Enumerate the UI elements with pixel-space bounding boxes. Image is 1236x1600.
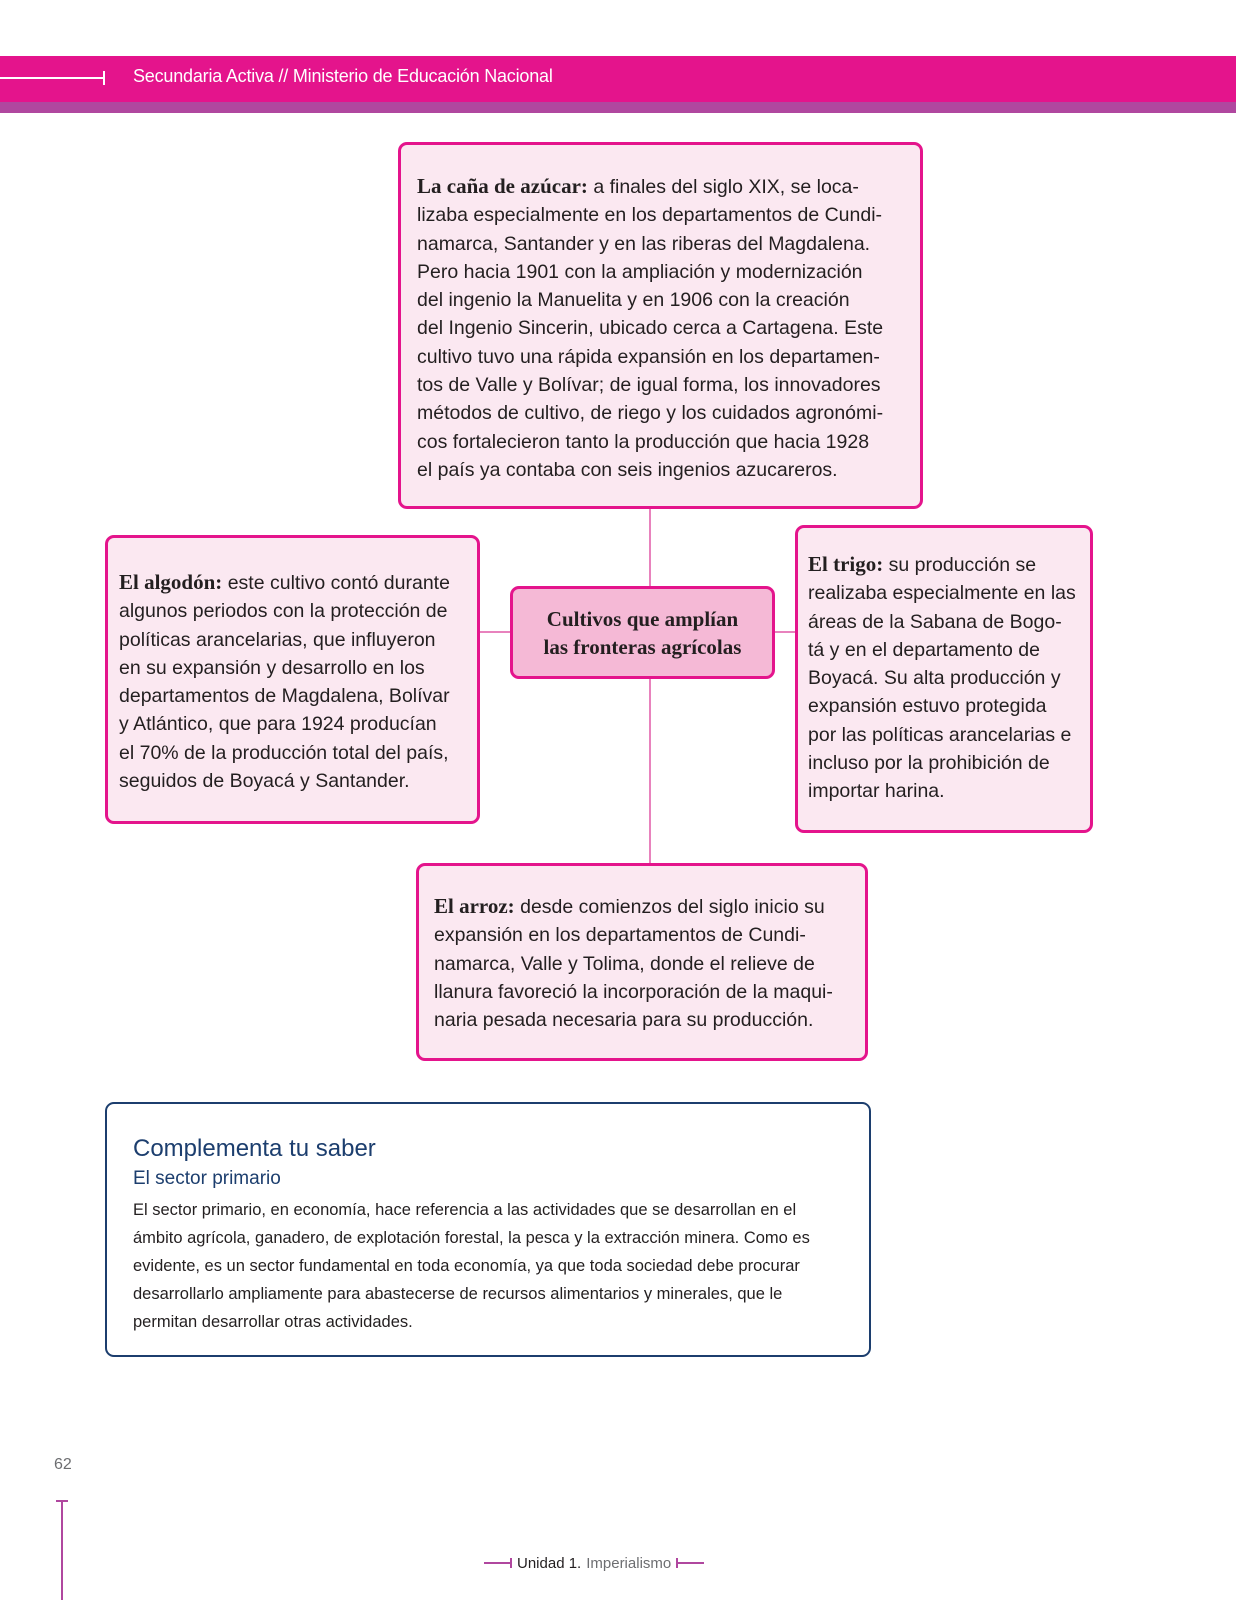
trigo-text-line: realizaba especialmente en las: [808, 582, 1076, 605]
cana-text-line: métodos de cultivo, de riego y los cuidados agronómi-: [417, 402, 884, 425]
connector-top: [649, 509, 651, 588]
algodon-lead: El algodón:: [119, 570, 223, 594]
cana-text-line: Pero hacia 1901 con la ampliación y modernización: [417, 260, 863, 283]
arroz-text-line: desde comienzos del siglo inicio su: [520, 896, 825, 918]
algodon-text-line: departamentos de Magdalena, Bolívar: [119, 685, 450, 708]
trigo-text-line: áreas de la Sabana de Bogo-: [808, 610, 1062, 633]
trigo-text-line: por las políticas arancelarias e: [808, 723, 1072, 746]
cana-text-line: a finales del siglo XIX, se loca-: [593, 176, 859, 198]
arroz-lead: El arroz:: [434, 894, 515, 918]
connector-right: [773, 631, 797, 633]
trigo-lead: El trigo:: [808, 552, 884, 576]
trigo-box: [795, 525, 1093, 833]
header-stripe: [0, 102, 1236, 113]
page-number: 62: [54, 1456, 72, 1473]
header-rule: [0, 77, 104, 79]
trigo-text-line: Boyacá. Su alta producción y: [808, 667, 1061, 690]
algodon-text-line: algunos periodos con la protección de: [119, 600, 448, 623]
footer-unit-label: Unidad 1.: [517, 1554, 582, 1572]
arroz-text-line: naria pesada necesaria para su producción.: [434, 1009, 814, 1032]
complementa-body: [133, 1196, 833, 1336]
algodon-text-line: seguidos de Boyacá y Santander.: [119, 770, 410, 793]
trigo-text-line: expansión estuvo protegida: [808, 695, 1047, 718]
center-concept-line: las fronteras agrícolas: [543, 634, 742, 659]
connector-left: [479, 631, 512, 633]
center-concept-box: [510, 586, 775, 679]
algodon-box: [105, 535, 480, 824]
cana-text-line: del Ingenio Sincerin, ubicado cerca a Cartagena. Este: [417, 317, 884, 340]
footer-margin-line: [61, 1500, 63, 1600]
complementa-line: permitan desarrollar otras actividades.: [133, 1313, 413, 1331]
trigo-text-line: incluso por la prohibición de: [808, 752, 1050, 775]
complementa-title: Complementa tu saber: [133, 1135, 376, 1162]
arroz-box: [416, 863, 868, 1061]
algodon-text-line: políticas arancelarias, que influyeron: [119, 628, 436, 651]
arroz-text-line: namarca, Valle y Tolima, donde el relieve de: [434, 952, 815, 975]
cana-text-line: cultivo tuvo una rápida expansión en los departamen-: [417, 345, 880, 368]
arroz-text-line: llanura favoreció la incorporación de la maqui-: [434, 980, 833, 1003]
trigo-text-line: su producción se: [888, 554, 1037, 576]
center-concept-line: Cultivos que amplían: [546, 606, 739, 631]
cana-text-line: lizaba especialmente en los departamentos de Cundi-: [417, 204, 883, 227]
cana-text-line: el país ya contaba con seis ingenios azucareros.: [417, 458, 838, 481]
footer-unit: [484, 1551, 704, 1575]
footer-unit-name: Imperialismo: [586, 1554, 672, 1572]
footer-rule-tick-left: [510, 1558, 512, 1568]
footer-rule-right: [678, 1562, 704, 1564]
connector-bottom: [649, 677, 651, 865]
algodon-text-line: en su expansión y desarrollo en los: [119, 656, 425, 679]
cana-text-line: cos fortalecieron tanto la producción que hacia 1928: [417, 430, 870, 453]
complementa-line: El sector primario, en economía, hace referencia a las actividades que se desarrollan en el: [133, 1201, 797, 1219]
cana-box: [398, 142, 923, 509]
trigo-text-line: importar harina.: [808, 780, 945, 803]
complementa-subtitle: El sector primario: [133, 1168, 281, 1189]
cana-lead: La caña de azúcar:: [417, 174, 588, 198]
trigo-text-line: tá y en el departamento de: [808, 638, 1040, 661]
header-rule-tick: [103, 71, 105, 85]
algodon-text-line: y Atlántico, que para 1924 producían: [119, 713, 437, 736]
algodon-text-line: este cultivo contó durante: [227, 572, 450, 594]
header-title: Secundaria Activa // Ministerio de Educación Nacional: [133, 66, 553, 86]
cana-text-line: del ingenio la Manuelita y en 1906 con la creación: [417, 289, 850, 312]
arroz-text-line: expansión en los departamentos de Cundi-: [434, 924, 806, 947]
complementa-line: evidente, es un sector fundamental en toda economía, ya que toda sociedad debe procurar: [133, 1257, 800, 1275]
footer-rule-left: [484, 1562, 510, 1564]
complementa-line: ámbito agrícola, ganadero, de explotación forestal, la pesca y la extracción minera. Como es: [133, 1229, 810, 1247]
algodon-text-line: el 70% de la producción total del país,: [119, 741, 449, 764]
cana-text-line: namarca, Santander y en las riberas del Magdalena.: [417, 232, 871, 255]
complementa-line: desarrollarlo ampliamente para abastecerse de recursos alimentarios y minerales, que le: [133, 1285, 783, 1303]
cana-text-line: tos de Valle y Bolívar; de igual forma, los innovadores: [417, 374, 881, 397]
